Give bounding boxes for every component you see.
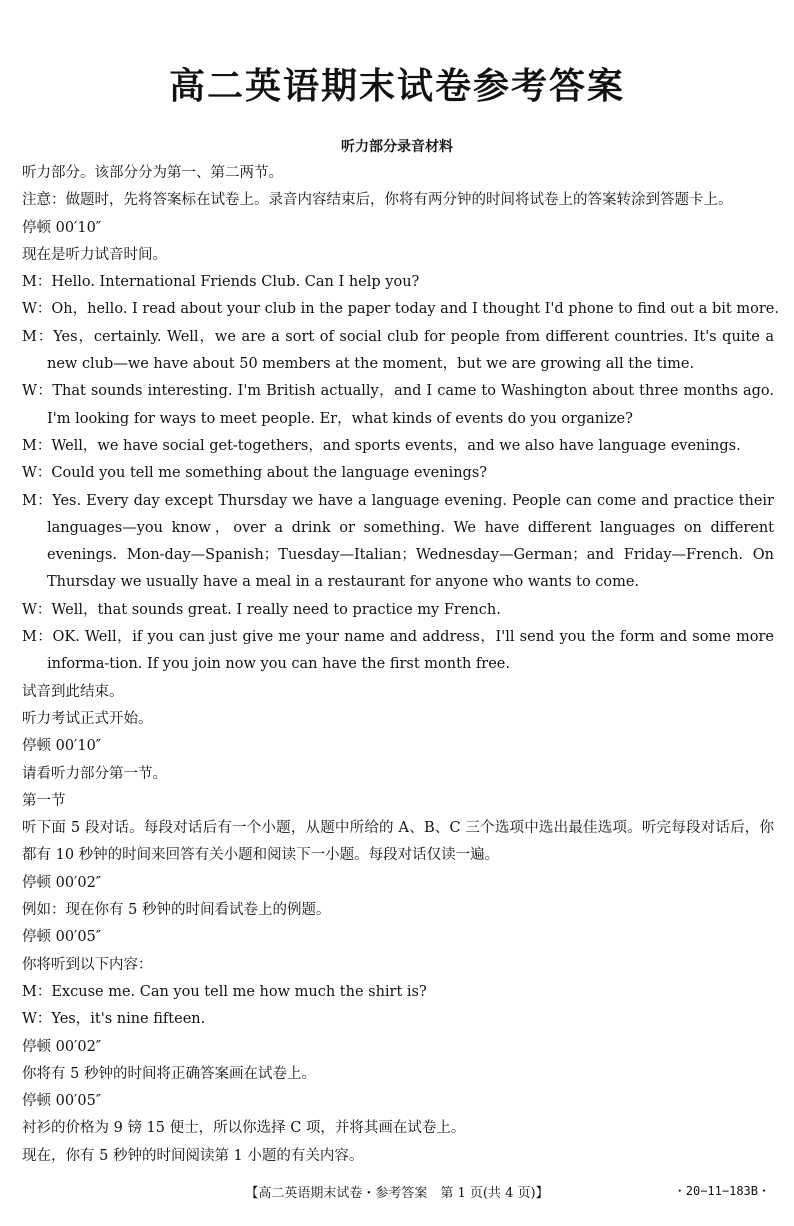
- text-line: 听力考试正式开始。: [22, 710, 153, 727]
- text-line: 你将听到以下内容：: [22, 956, 153, 973]
- text-line: 例如：现在你有 5 秒钟的时间看试卷上的例题。: [22, 902, 331, 919]
- dialogue-line: W：Could you tell me something about the language evenings?: [22, 465, 488, 482]
- pause-marker: 停顿 00′10″: [22, 219, 102, 236]
- section-subtitle: 听力部分录音材料: [341, 139, 453, 155]
- dialogue-line: M：Well，we have social get-togethers，and sports events，and we also have language evenings.: [22, 437, 741, 454]
- dialogue-line: W：That sounds interesting. I'm British actually，and I came to Washington about three months ago. I'm looking for ways to meet people. Er，what kinds of events do you organize?: [22, 383, 774, 427]
- text-line: 你将有 5 秒钟的时间将正确答案画在试卷上。: [22, 1065, 316, 1082]
- transcript-body: [22, 160, 779, 1170]
- pause-marker: 停顿 00′02″: [22, 874, 102, 891]
- text-line: 听力部分。该部分分为第一、第二两节。: [22, 165, 283, 181]
- text-line: 试音到此结束。: [22, 683, 124, 700]
- dialogue-line: M：Excuse me. Can you tell me how much the shirt is?: [22, 983, 427, 1000]
- footer-page-info: 【高二英语期末试卷・参考答案 第 1 页(共 4 页)】: [245, 1186, 549, 1201]
- pause-marker: 停顿 00′10″: [22, 738, 102, 755]
- text-line: 现在，你有 5 秒钟的时间阅读第 1 小题的有关内容。: [22, 1147, 364, 1164]
- dialogue-line: M：Yes，certainly. Well，we are a sort of social club for people from different countries. It's quite a new club—we have about 50 members at the moment，but we are growing all the time.: [22, 328, 774, 373]
- dialogue-line: M：Yes. Every day except Thursday we have a language evening. People can come and practice their languages—you know，over a drink or something. We have different languages on different evenings. Mon-day—Spanish；Tuesday—Italian；Wednesday—German；and Friday—French. On Thursday we usually have a meal in a restaurant for anyone who wants to come.: [22, 492, 774, 591]
- pause-marker: 停顿 00′05″: [22, 1093, 102, 1110]
- pause-marker: 停顿 00′02″: [22, 1038, 102, 1055]
- dialogue-line: W：Well，that sounds great. I really need to practice my French.: [22, 601, 501, 618]
- dialogue-line: M：OK. Well，if you can just give me your name and address，I'll send you the form and some more informa-tion. If you join now you can have the first month free.: [22, 629, 774, 673]
- dialogue-line: W：Oh，hello. I read about your club in the paper today and I thought I'd phone to find out a bit more.: [22, 301, 779, 318]
- text-line: 注意：做题时，先将答案标在试卷上。录音内容结束后，你将有两分钟的时间将试卷上的答案转涂到答题卡上。: [22, 192, 733, 209]
- text-line: 请看听力部分第一节。: [22, 765, 167, 782]
- dialogue-line: M：Hello. International Friends Club. Can I help you?: [22, 274, 420, 291]
- text-line: 衬衫的价格为 9 镑 15 便士，所以你选择 C 项，并将其画在试卷上。: [22, 1120, 466, 1137]
- document-title: 高二英语期末试卷参考答案: [168, 65, 625, 107]
- pause-marker: 停顿 00′05″: [22, 929, 102, 946]
- text-line: 现在是听力试音时间。: [22, 246, 167, 263]
- text-line: 听下面 5 段对话。每段对话后有一个小题，从题中所给的 A、B、C 三个选项中选出最佳选项。听完每段对话后，你都有 10 秒钟的时间来回答有关小题和阅读下一小题。每段对话仅读一遍。: [22, 820, 774, 864]
- dialogue-line: W：Yes，it's nine fifteen.: [22, 1011, 206, 1028]
- section-heading: 第一节: [22, 792, 66, 809]
- footer-code: ・20−11−183B・: [673, 1184, 770, 1198]
